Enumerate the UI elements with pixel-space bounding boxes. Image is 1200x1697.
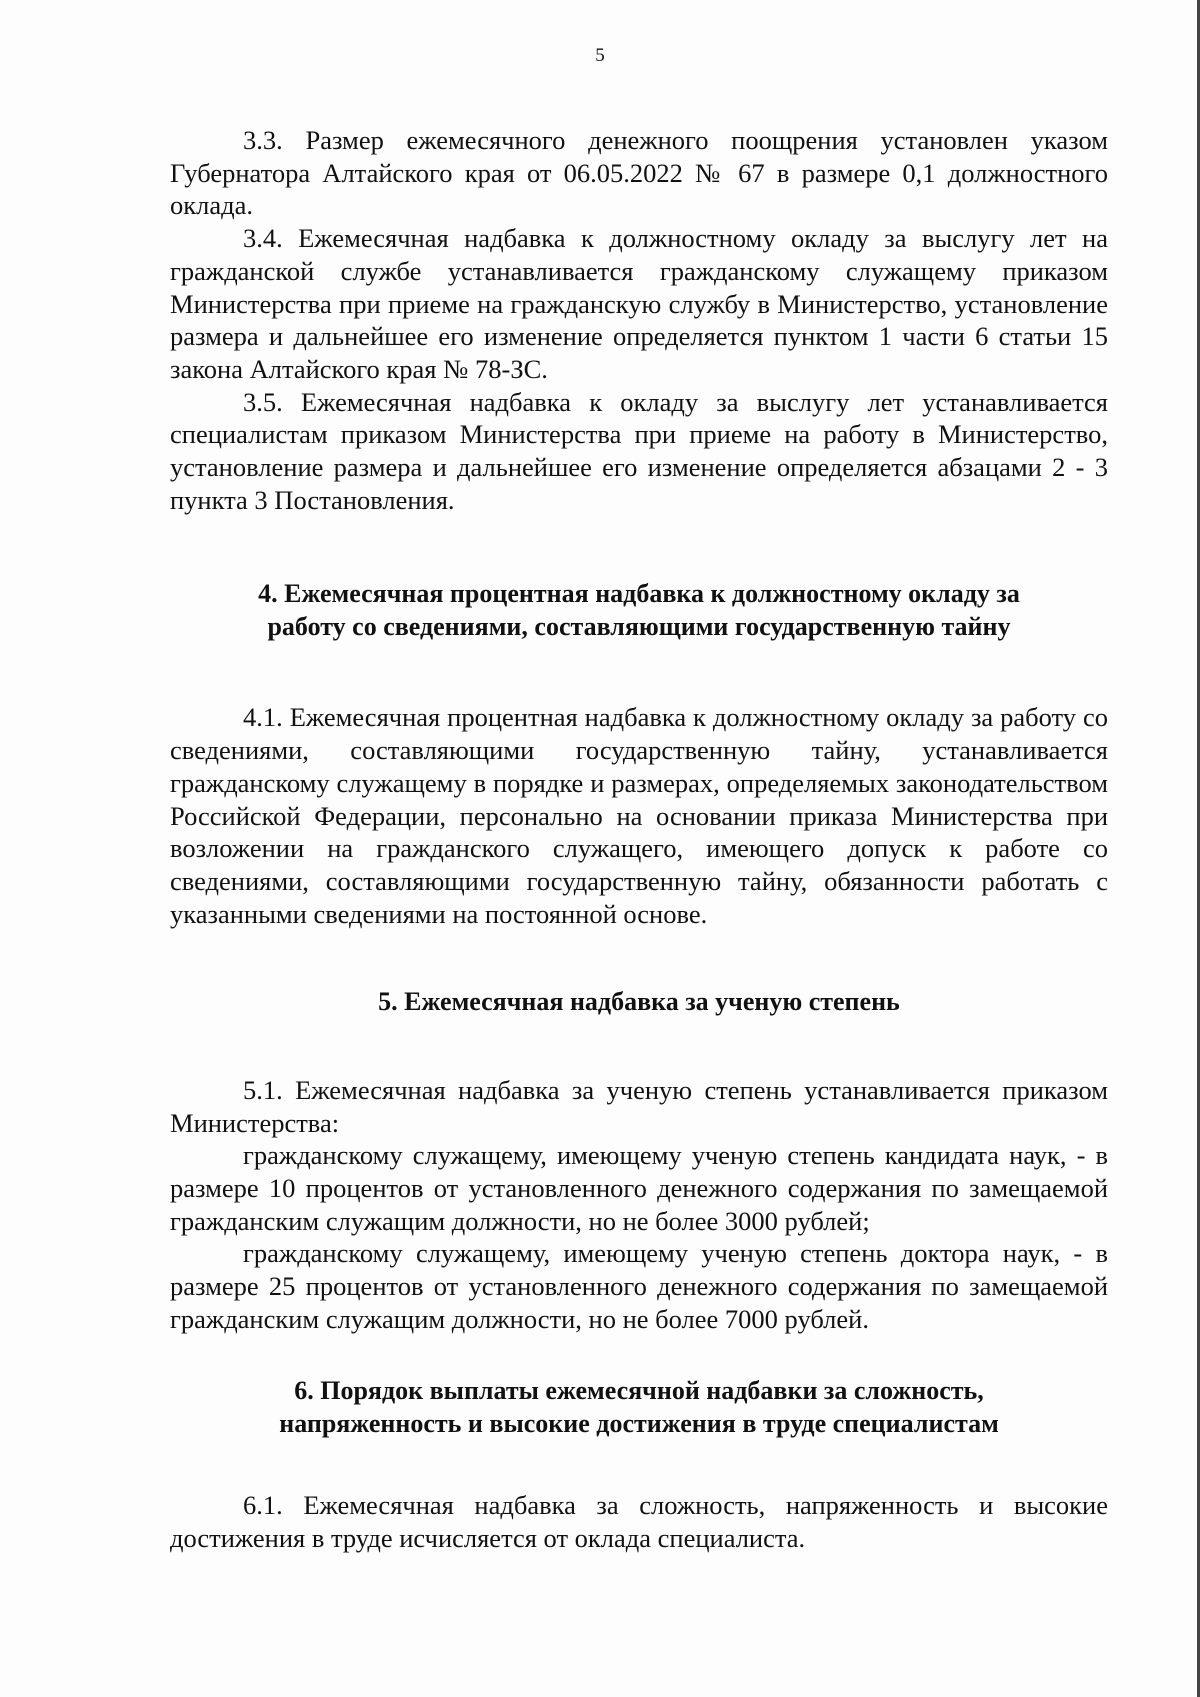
page-number: 5 <box>595 45 605 66</box>
paragraph-6-1: 6.1. Ежемесячная надбавка за сложность, напряженность и высокие достижения в труде исчисляется от оклада специалиста. <box>170 1490 1108 1554</box>
section-6-heading <box>170 1375 1108 1440</box>
paragraph-4-1: 4.1. Ежемесячная процентная надбавка к должностному окладу за работу со сведениями, составляющими государственную тайну, устанавливается гражданскому служащему в порядке и размерах, определяемых законодательством Российской Федерации, персонально на основании приказа Министерства при возложении на гражданского служащего, имеющего допуск к работе со сведениями, составляющими государственную тайну, обязанности работать с указанными сведениями на постоянной основе. <box>170 702 1108 929</box>
section-6-heading-line-2: напряженность и высокие достижения в труде специалистам <box>279 1408 999 1438</box>
section-4-heading <box>170 578 1108 643</box>
document-body <box>170 124 1108 1555</box>
paragraph-3-4: 3.4. Ежемесячная надбавка к должностному окладу за выслугу лет на гражданской службе устанавливается гражданскому служащему приказом Министерства при приеме на гражданскую службу в Министерство, установление размера и дальнейшее его изменение определяется пунктом 1 части 6 статьи 15 закона Алтайского края № 78-ЗС. <box>170 223 1108 384</box>
paragraph-5-1: 5.1. Ежемесячная надбавка за ученую степень устанавливается приказом Министерства: <box>170 1074 1108 1138</box>
section-4-heading-line-2: работу со сведениями, составляющими государственную тайну <box>267 611 1011 641</box>
paragraph-5-1-doctor: гражданскому служащему, имеющему ученую степень доктора наук, - в размере 25 процентов от установленного денежного содержания по замещаемой гражданским служащим должности, но не более 7000 рублей. <box>170 1238 1108 1334</box>
paragraph-5-1-candidate: гражданскому служащему, имеющему ученую степень кандидата наук, - в размере 10 процентов от установленного денежного содержания по замещаемой гражданским служащим должности, но не более 3000 рублей; <box>170 1140 1108 1236</box>
section-5-heading: 5. Ежемесячная надбавка за ученую степень <box>378 987 900 1017</box>
paragraph-3-5: 3.5. Ежемесячная надбавка к окладу за выслугу лет устанавливается специалистам приказом Министерства при приеме на работу в Министерство, установление размера и дальнейшее его изменение определяется абзацами 2 - 3 пункта 3 Постановления. <box>170 386 1108 515</box>
section-4-heading-line-1: 4. Ежемесячная процентная надбавка к должностному окладу за <box>258 579 1020 609</box>
section-6-heading-line-1: 6. Порядок выплаты ежемесячной надбавки за сложность, <box>294 1376 984 1406</box>
paragraph-3-3: 3.3. Размер ежемесячного денежного поощрения установлен указом Губернатора Алтайского края от 06.05.2022 № 67 в размере 0,1 должностного оклада. <box>170 125 1108 221</box>
